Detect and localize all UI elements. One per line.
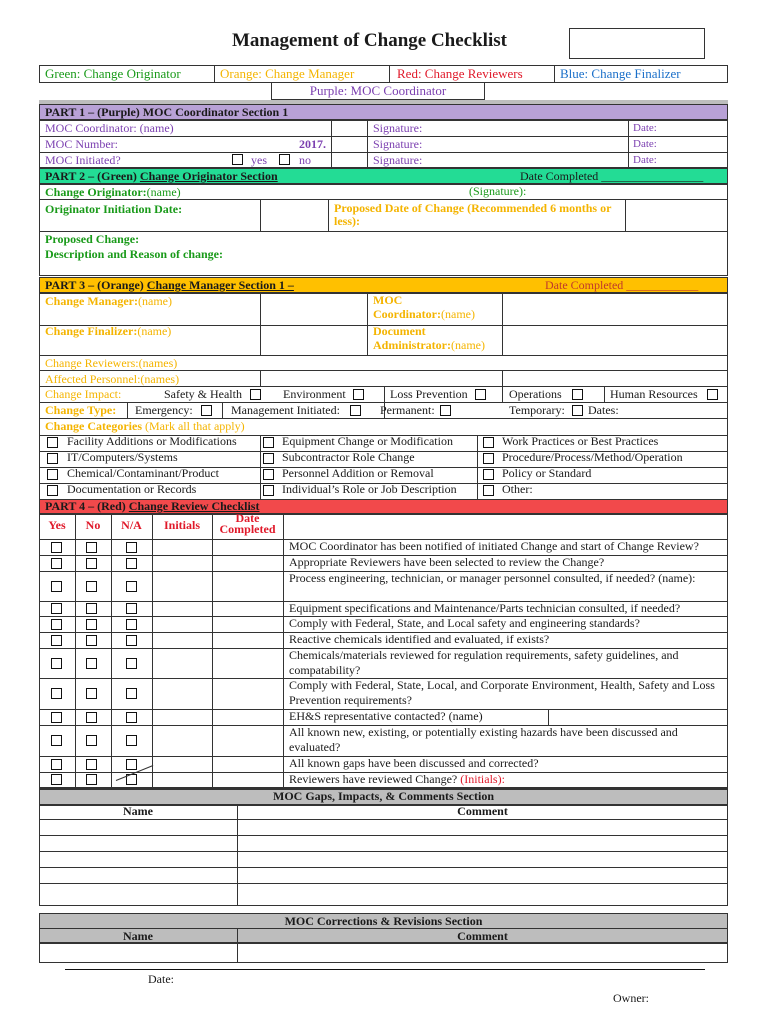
checklist-item-label: Appropriate Reviewers have been selected to review the Change? <box>289 555 605 569</box>
cat-checkbox[interactable] <box>263 485 274 496</box>
no-checkbox[interactable] <box>86 658 97 669</box>
no-checkbox[interactable] <box>86 581 97 592</box>
cat-other: Other: <box>502 482 533 496</box>
administrator-name: (name) <box>451 338 485 353</box>
gaps-name-header: Name <box>123 804 153 818</box>
initiated-no-label: no <box>299 153 311 167</box>
moc-id-box[interactable] <box>569 28 705 59</box>
checklist-item-text <box>289 616 725 631</box>
cat-procedure: Procedure/Process/Method/Operation <box>502 450 683 464</box>
categories-hint: (Mark all that apply) <box>144 419 245 433</box>
yes-checkbox[interactable] <box>51 688 62 699</box>
type-temporary-checkbox[interactable] <box>572 405 583 416</box>
yes-checkbox[interactable] <box>51 542 62 553</box>
initiated-yes-label: yes <box>251 153 267 167</box>
personnel-label: Affected Personnel:(names) <box>45 372 180 386</box>
part3-date-completed: Date Completed ____________ <box>545 278 699 292</box>
checklist-item-text <box>289 678 725 708</box>
part1-header-text: PART 1 – (Purple) MOC Coordinator Section 1 <box>45 105 289 119</box>
checklist-item-text <box>289 571 725 586</box>
part3-header-a: PART 3 – (Orange) <box>45 278 147 292</box>
na-checkbox[interactable] <box>126 603 137 614</box>
moc-initiated-label: MOC Initiated? <box>45 153 121 167</box>
yes-checkbox[interactable] <box>51 735 62 746</box>
part3-header-b: Change Manager Section 1 – <box>146 278 294 292</box>
col-date-b: Completed <box>219 522 276 536</box>
cat-checkbox[interactable] <box>483 453 494 464</box>
legend-orange: Orange: Change Manager <box>220 66 355 81</box>
checklist-row <box>39 632 728 648</box>
corrections-name-header: Name <box>123 929 153 943</box>
cat-policy: Policy or Standard <box>502 466 592 480</box>
checklist-row <box>39 571 728 601</box>
originator-label <box>45 186 181 199</box>
na-checkbox[interactable] <box>126 712 137 723</box>
reviewers-label: Change Reviewers:(names) <box>45 356 178 370</box>
impact-safety-checkbox[interactable] <box>250 389 261 400</box>
no-checkbox[interactable] <box>86 774 97 785</box>
gaps-header: MOC Gaps, Impacts, & Comments Section <box>273 789 494 803</box>
checklist-item-label: Chemicals/materials reviewed for regulation requirements, safety guidelines, and compatability? <box>289 648 679 677</box>
categories-label <box>45 420 245 433</box>
cat-it: IT/Computers/Systems <box>67 450 178 464</box>
type-management-checkbox[interactable] <box>350 405 361 416</box>
cat-facility: Facility Additions or Modifications <box>67 434 237 448</box>
part4-section <box>39 499 728 789</box>
footer-date: Date: <box>148 972 174 986</box>
part1-section <box>39 104 728 168</box>
checklist-item-text <box>289 555 725 570</box>
no-checkbox[interactable] <box>86 712 97 723</box>
yes-checkbox[interactable] <box>51 759 62 770</box>
type-emergency-checkbox[interactable] <box>201 405 212 416</box>
gaps-section <box>39 789 728 906</box>
col-na: N/A <box>121 518 142 532</box>
checklist-row <box>39 555 728 571</box>
na-checkbox[interactable] <box>126 735 137 746</box>
impact-label: Change Impact: <box>45 387 122 401</box>
proposed-date-label: Proposed Date of Change (Recommended 6 months or less): <box>334 201 612 229</box>
signature-label: Signature: <box>373 153 423 167</box>
cat-work-practices: Work Practices or Best Practices <box>502 434 659 448</box>
impact-hr-checkbox[interactable] <box>707 389 718 400</box>
yes-checkbox[interactable] <box>51 603 62 614</box>
originator-text: Change Originator: <box>45 185 147 199</box>
checklist-row <box>39 678 728 709</box>
type-label: Change Type: <box>45 403 117 417</box>
checklist-item-text <box>289 772 725 787</box>
cat-checkbox[interactable] <box>47 469 58 480</box>
no-checkbox[interactable] <box>86 558 97 569</box>
part4-header-b: Change Review Checklist <box>128 499 260 513</box>
checklist-item-text <box>289 539 725 554</box>
footer-owner: Owner: <box>613 991 649 1005</box>
cat-subcontractor: Subcontractor Role Change <box>282 450 415 464</box>
date-label: Date: <box>633 138 657 150</box>
checklist-item-label: All known gaps have been discussed and corrected? <box>289 756 539 770</box>
part2-header-b: Change Originator Section <box>139 169 278 183</box>
type-emergency: Emergency: <box>135 403 193 417</box>
impact-operations: Operations <box>509 387 562 401</box>
signature-label: Signature: <box>373 137 423 151</box>
yes-checkbox[interactable] <box>51 712 62 723</box>
date-label: Date: <box>633 154 657 166</box>
part4-header <box>45 500 259 513</box>
initiated-no-checkbox[interactable] <box>279 154 290 165</box>
checklist-item-text <box>289 601 725 616</box>
manager-text: Change Manager: <box>45 294 138 308</box>
checklist-item-label: Comply with Federal, State, and Local safety and engineering standards? <box>289 616 640 630</box>
cat-checkbox[interactable] <box>47 437 58 448</box>
description-label: Description and Reason of change: <box>45 247 224 261</box>
checklist-item-label: Reactive chemicals identified and evaluated, if exists? <box>289 632 550 646</box>
checklist-row <box>39 772 728 787</box>
checklist-row <box>39 648 728 678</box>
moc-text: MOC <box>373 293 403 307</box>
na-checkbox[interactable] <box>126 658 137 669</box>
coordinator-text: Coordinator: <box>373 307 441 322</box>
checklist-item-label: Comply with Federal, State, Local, and Corporate Environment, Health, Safety and Loss Prevention requirements? <box>289 678 715 707</box>
finalizer-name: (name) <box>137 324 172 338</box>
originator-signature: (Signature): <box>469 184 527 198</box>
footer-line <box>65 969 705 970</box>
legend-purple: Purple: MOC Coordinator <box>309 83 447 98</box>
type-dates: Dates: <box>588 403 619 417</box>
checklist-row <box>39 601 728 616</box>
part2-header-a: PART 2 – (Green) <box>45 169 140 183</box>
impact-operations-checkbox[interactable] <box>572 389 583 400</box>
col-date-completed <box>212 513 283 535</box>
signature-label: Signature: <box>373 121 423 135</box>
part2-date-completed: Date Completed _________________ <box>520 169 704 183</box>
manager-label <box>45 295 172 308</box>
na-checkbox[interactable] <box>126 635 137 646</box>
checklist-item-label: Process engineering, technician, or manager personnel consulted, if needed? (name): <box>289 571 696 585</box>
no-checkbox[interactable] <box>86 688 97 699</box>
cat-checkbox[interactable] <box>263 453 274 464</box>
corrections-section <box>39 913 728 963</box>
checklist-item-text <box>289 725 725 755</box>
na-checkbox[interactable] <box>126 759 137 770</box>
checklist-item-label: All known new, existing, or potentially existing hazards have been discussed and evaluated? <box>289 725 678 754</box>
cat-checkbox[interactable] <box>263 437 274 448</box>
na-checkbox[interactable] <box>126 581 137 592</box>
impact-loss-prevention-checkbox[interactable] <box>475 389 486 400</box>
impact-safety: Safety & Health <box>164 387 242 401</box>
cat-personnel: Personnel Addition or Removal <box>282 466 434 480</box>
corrections-comment-header: Comment <box>457 929 508 943</box>
impact-environment: Environment <box>283 387 346 401</box>
proposed-change-label: Proposed Change: <box>45 232 140 246</box>
na-checkbox[interactable] <box>126 542 137 553</box>
col-yes: Yes <box>48 518 66 532</box>
legend-green: Green: Change Originator <box>45 66 181 81</box>
legend-blue: Blue: Change Finalizer <box>560 66 681 81</box>
categories-text: Change Categories <box>45 419 142 433</box>
na-checkbox[interactable] <box>126 688 137 699</box>
administrator-text: Administrator: <box>373 338 451 353</box>
cat-role: Individual’s Role or Job Description <box>282 482 457 496</box>
manager-name: (name) <box>138 294 172 308</box>
cat-checkbox[interactable] <box>483 437 494 448</box>
finalizer-text: Change Finalizer: <box>45 324 138 338</box>
yes-checkbox[interactable] <box>51 635 62 646</box>
date-label: Date: <box>633 122 657 134</box>
no-checkbox[interactable] <box>86 759 97 770</box>
moc-number-label: MOC Number: <box>45 137 118 151</box>
cat-checkbox[interactable] <box>263 469 274 480</box>
checklist-item-text <box>289 632 725 647</box>
part1-header <box>45 106 288 119</box>
initials-note: (Initials): <box>457 772 505 786</box>
impact-environment-checkbox[interactable] <box>353 389 364 400</box>
cat-checkbox[interactable] <box>47 485 58 496</box>
no-checkbox[interactable] <box>86 635 97 646</box>
impact-hr: Human Resources <box>610 387 698 401</box>
checklist-item-text <box>289 648 725 678</box>
impact-loss-prevention: Loss Prevention <box>390 387 468 401</box>
type-temporary: Temporary: <box>509 403 565 417</box>
na-checkbox[interactable] <box>126 619 137 630</box>
checklist-item-label: Equipment specifications and Maintenance/Parts technician consulted, if needed? <box>289 601 681 615</box>
moc-coordinator-block <box>373 294 501 322</box>
coordinator-name: (name) <box>441 307 475 322</box>
cat-chemical: Chemical/Contaminant/Product <box>67 466 219 480</box>
no-checkbox[interactable] <box>86 542 97 553</box>
na-checkbox[interactable] <box>126 558 137 569</box>
no-checkbox[interactable] <box>86 735 97 746</box>
col-no: No <box>85 518 101 532</box>
cat-checkbox[interactable] <box>47 453 58 464</box>
part4-header-a: PART 4 – (Red) <box>45 499 129 513</box>
cat-equipment: Equipment Change or Modification <box>282 434 453 448</box>
type-management: Management Initiated: <box>231 403 340 417</box>
checklist-item-label: MOC Coordinator has been notified of initiated Change and start of Change Review? <box>289 539 699 553</box>
checklist-item-text <box>289 756 725 771</box>
row-divider <box>39 787 728 788</box>
initiation-date-label: Originator Initiation Date: <box>45 202 183 216</box>
checklist-item-text <box>289 709 725 724</box>
cat-checkbox[interactable] <box>483 485 494 496</box>
type-permanent: Permanent: <box>380 403 435 417</box>
document-text: Document <box>373 324 426 338</box>
part3-section <box>39 277 728 500</box>
moc-coordinator-label: MOC Coordinator: (name) <box>45 121 174 135</box>
part2-section <box>39 168 728 276</box>
yes-checkbox[interactable] <box>51 619 62 630</box>
col-initials: Initials <box>163 518 200 532</box>
initiated-yes-checkbox[interactable] <box>232 154 243 165</box>
finalizer-label <box>45 325 171 338</box>
part3-header <box>45 279 294 292</box>
yes-checkbox[interactable] <box>51 558 62 569</box>
cat-checkbox[interactable] <box>483 469 494 480</box>
part2-header <box>45 170 278 183</box>
col-date-a: Date <box>235 511 260 525</box>
legend-red: Red: Change Reviewers <box>397 66 523 81</box>
page-title: Management of Change Checklist <box>232 30 507 51</box>
corrections-header: MOC Corrections & Revisions Section <box>284 914 483 928</box>
color-legend <box>39 65 728 100</box>
originator-name: (name) <box>146 185 181 199</box>
checklist-row <box>39 709 728 725</box>
document-admin-block <box>373 325 501 353</box>
checklist-row <box>39 725 728 756</box>
cat-documentation: Documentation or Records <box>67 482 197 496</box>
yes-checkbox[interactable] <box>51 774 62 785</box>
checklist-row <box>39 539 728 555</box>
checklist-row <box>39 616 728 632</box>
checklist-item-label: Reviewers have reviewed Change? <box>289 772 458 786</box>
yes-checkbox[interactable] <box>51 581 62 592</box>
moc-year: 2017. <box>299 137 326 151</box>
gaps-comment-header: Comment <box>457 804 508 818</box>
yes-checkbox[interactable] <box>51 658 62 669</box>
checklist-item-label: EH&S representative contacted? (name) <box>289 709 483 723</box>
no-checkbox[interactable] <box>86 603 97 614</box>
type-permanent-checkbox[interactable] <box>440 405 451 416</box>
no-checkbox[interactable] <box>86 619 97 630</box>
